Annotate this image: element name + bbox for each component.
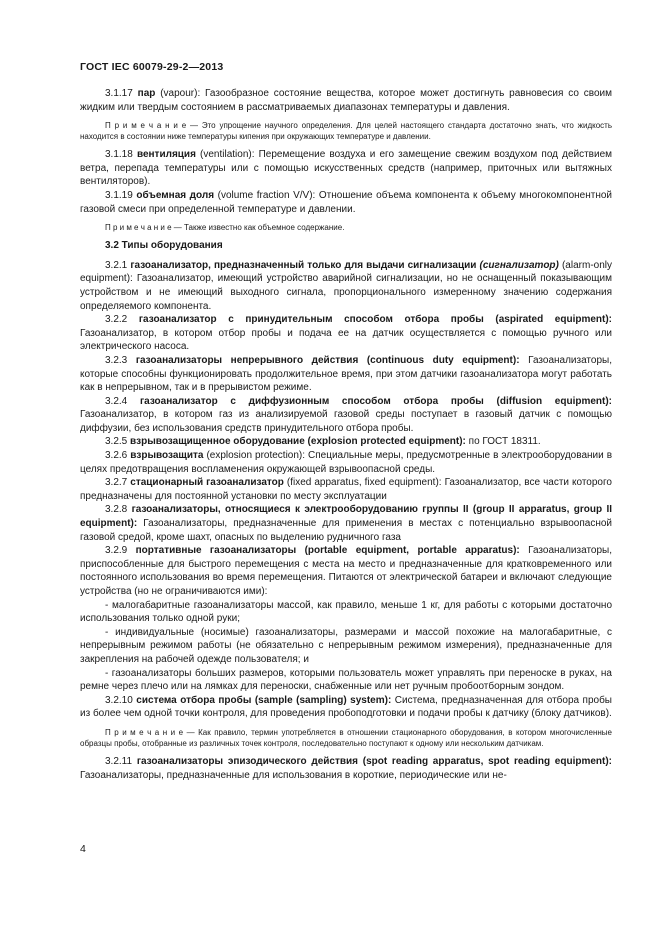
note-3-1-17: П р и м е ч а н и е — Это упрощение научного определения. Для целей настоящего стандарта достаточно знать, что жидкость находится в состоянии ниже температуры кипения при окружающих температуре и давлении. [80,121,613,142]
note-3-2-10: П р и м е ч а н и е — Как правило, термин употребляется в отношении стационарного оборудования, в котором многочисленные образцы пробы, отобранные из различных точек контроля, последовательно поступают к одному или нескольким датчикам. [80,727,612,748]
clause-3-2-9: 3.2.9 портативные газоанализаторы (portable equipment, portable apparatus): Газоанализаторы, приспособленные для быстрого перемещения с места на место и предназначенные для кратковременного или постоянного использования во время перемещения. Питаются от электрической батареи и включают следующие устройства (но не ограничиваются ими): [80,545,612,597]
clause-3-2-8: 3.2.8 газоанализаторы, относящиеся к электрооборудованию группы II (group II apparatus, group II equipment): Газоанализаторы, предназначенные для применения в местах с потенциально взрывоопасной газовой средой, кроме шахт, опасных по выделению рудничного газа [80,504,612,543]
clause-3-2-11: 3.2.11 газоанализаторы эпизодического действия (spot reading apparatus, spot reading equipment): Газоанализаторы, предназначенные для использования в короткие, периодические или не- [80,755,613,781]
clause-3-2-3: 3.2.3 газоанализаторы непрерывного действия (continuous duty equipment): Газоанализаторы, которые способны функционировать продолжительное время, при этом датчики газоанализатора могут работать как в непрерывном, так и в прерывистом режиме. [80,354,612,394]
note-3-1-19: П р и м е ч а н и е — Также известно как объемное содержание. [105,223,345,233]
section-heading-3-2: 3.2 Типы оборудования [105,240,223,252]
clause-3-2-1: 3.2.1 газоанализатор, предназначенный только для выдачи сигнализации (сигнализатор) (alarm-only equipment): Газоанализатор, имеющий устройство аварийной сигнализации, но не оснащенный показывающим устройством и не имеющий выходного сигнала, пропорционального измеренному значению содержания определяемого компонента. [80,259,612,312]
page-number: 4 [80,843,86,855]
clause-3-1-18: 3.1.18 вентиляция (ventilation): Перемещение воздуха и его замещение свежим воздухом под действием ветра, перепада температуры или с помощью искусственных средств (например, приточных или вытяжных вентиляторов). [80,149,613,188]
clause-3-2-6: 3.2.6 взрывозащита (explosion protection): Специальные меры, предусмотренные в электрооборудовании в целях предотвращения воспламенения окружающей взрывоопасной среды. [80,450,613,475]
list-item: - индивидуальные (носимые) газоанализаторы, размерами и массой похожие на малогабаритные, с непрерывным режимом работы (не обязательно с непрерывным режимом измерения), предназначенные для закрепления на рабочей одежде пользователя; и [80,626,612,665]
running-header: ГОСТ IEC 60079-29-2—2013 [80,61,224,73]
page-content [80,87,612,782]
clause-3-2-5: 3.2.5 взрывозащищенное оборудование (explosion protected equipment): по ГОСТ 18311. [105,436,541,448]
list-item: - газоанализаторы больших размеров, которыми пользователь может управлять при переноске в руках, на ремне через плечо или на лямках для переноски, снабженные или нет ручным пробоотборным зондом. [80,667,612,693]
clause-3-2-10: 3.2.10 система отбора пробы (sample (sampling) system): Система, предназначенная для отбора пробы из более чем одной точки контроля, для проведения пробоподготовки и подачи пробы к датчику (блоку датчиков). [80,694,612,720]
clause-3-2-2: 3.2.2 газоанализатор с принудительным способом отбора пробы (aspirated equipment): Газоанализатор, в котором отбор пробы и подача ее на датчик осуществляется с помощью ручного или электрического насоса. [80,314,613,353]
clause-3-1-19: 3.1.19 объемная доля (volume fraction V/V): Отношение объема компонента к объему многокомпонентной газовой смеси при определенной температуре и давлении. [80,189,612,215]
list-item: - малогабаритные газоанализаторы массой, как правило, меньше 1 кг, для работы с которыми достаточно использования только одной руки; [80,599,612,625]
clause-3-2-7: 3.2.7 стационарный газоанализатор (fixed apparatus, fixed equipment): Газоанализатор, все части которого предназначены для постоянной установки по месту эксплуатации [80,477,612,502]
clause-3-2-4: 3.2.4 газоанализатор с диффузионным способом отбора пробы (diffusion equipment): Газоанализатор, в котором газ из анализируемой газовой среды поступает в газовый датчик с помощью диффузии, без использования средств принудительного отбора пробы. [80,395,613,434]
clause-3-1-17: 3.1.17 пар (vapour): Газообразное состояние вещества, которое может достигнуть равновесия со своим жидким или твердым состоянием в рассматриваемых диапазонах температуры и давления. [80,88,612,113]
